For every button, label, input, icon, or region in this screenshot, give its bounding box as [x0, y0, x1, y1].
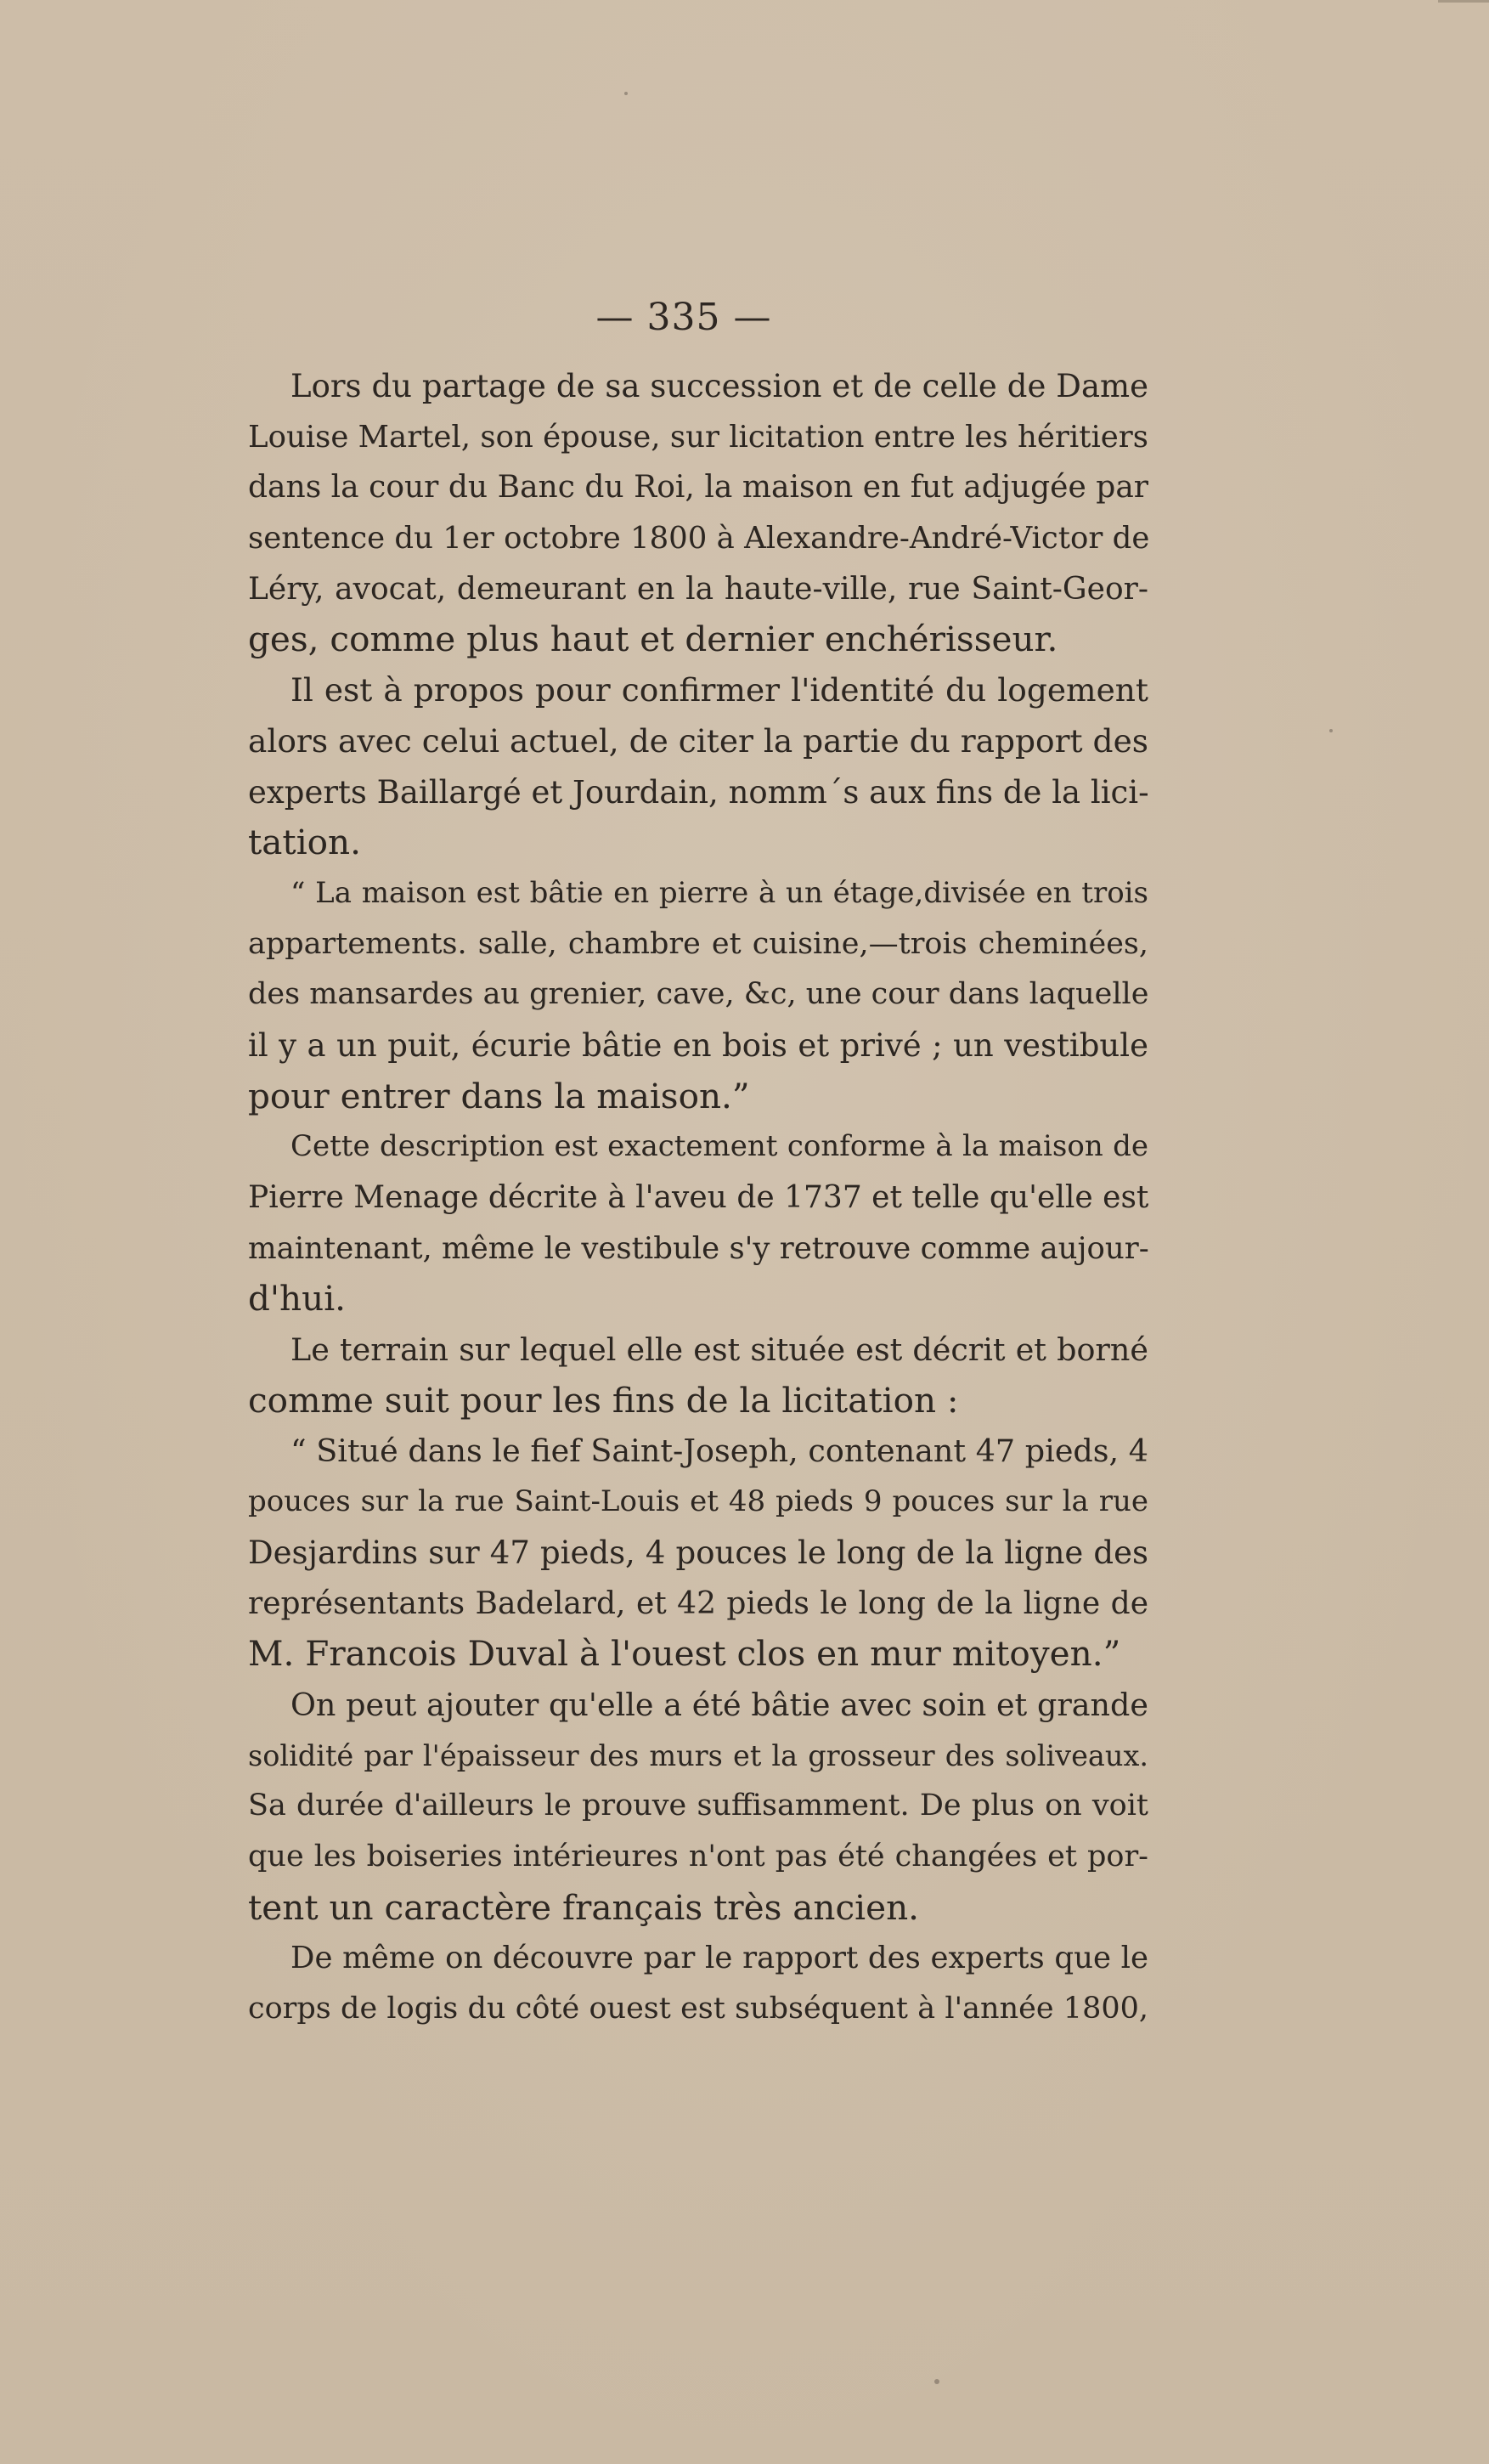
text-line: corps de logis du côté ouest est subséquent à l'année 1800, — [248, 1992, 1148, 2026]
text-line: il y a un puit, écurie bâtie en bois et privé ; un vestibule — [248, 1026, 1148, 1064]
text-line: Pierre Menage décrite à l'aveu de 1737 et telle qu'elle est — [248, 1180, 1149, 1215]
text-line: comme suit pour les fins de la licitation : — [248, 1379, 959, 1421]
text-line: alors avec celui actuel, de citer la partie du rapport des — [248, 721, 1148, 760]
text-line: “ Situé dans le fief Saint-Joseph, contenant 47 pieds, 4 — [290, 1433, 1148, 1470]
text-line: appartements. salle, chambre et cuisine,—trois cheminées, — [248, 926, 1148, 961]
text-line: Louise Martel, son épouse, sur licitation entre les héritiers — [248, 419, 1148, 455]
text-line: “ La maison est bâtie en pierre à un étage,divisée en trois — [290, 875, 1148, 910]
text-line: Desjardins sur 47 pieds, 4 pouces le long de la ligne des — [248, 1534, 1148, 1571]
text-line: tent un caractère français très ancien. — [248, 1886, 920, 1928]
text-line: que les boiseries intérieures n'ont pas été changées et por- — [248, 1839, 1148, 1873]
text-line: d'hui. — [248, 1278, 347, 1320]
text-line: experts Baillargé et Jourdain, nomm´s aux fins de la lici- — [248, 773, 1149, 811]
text-line: Sa durée d'ailleurs le prouve suffisamment. De plus on voit — [248, 1789, 1148, 1823]
text-line: des mansardes au grenier, cave, &c, une cour dans laquelle — [248, 977, 1149, 1012]
paper-speck — [934, 2379, 939, 2384]
text-line: Léry, avocat, demeurant en la haute-ville, rue Saint-Geor- — [248, 571, 1148, 607]
text-line: tation. — [248, 822, 361, 863]
text-line: Cette description est exactement conforme à la maison de — [290, 1129, 1148, 1164]
body-text — [248, 361, 1148, 2035]
text-line: pouces sur la rue Saint-Louis et 48 pieds 9 pouces sur la rue — [248, 1484, 1148, 1519]
text-line: Lors du partage de sa succession et de celle de Dame — [290, 368, 1148, 404]
text-line: dans la cour du Banc du Roi, la maison en fut adjugée par — [248, 470, 1148, 506]
paper-speck — [1329, 729, 1333, 732]
text-line: ges, comme plus haut et dernier enchérisseur. — [248, 619, 1058, 660]
page-edge-mark — [1438, 0, 1489, 3]
text-line: sentence du 1er octobre 1800 à Alexandre-André-Victor de — [248, 521, 1150, 557]
text-line: représentants Badelard, et 42 pieds le long de la ligne de — [248, 1585, 1148, 1621]
paper-speck — [624, 92, 628, 95]
text-line: M. Francois Duval à l'ouest clos en mur mitoyen.” — [248, 1633, 1121, 1675]
text-line: solidité par l'épaisseur des murs et la grosseur des soliveaux. — [248, 1738, 1148, 1772]
text-line: maintenant, même le vestibule s'y retrouve comme aujour- — [248, 1230, 1149, 1266]
text-line: On peut ajouter qu'elle a été bâtie avec soin et grande — [290, 1686, 1148, 1723]
text-line: De même on découvre par le rapport des experts que le — [290, 1941, 1148, 1976]
text-line: Le terrain sur lequel elle est située est décrit et borné — [290, 1331, 1148, 1369]
text-line: pour entrer dans la maison.” — [248, 1075, 750, 1116]
text-line: Il est à propos pour confirmer l'identité du logement — [290, 671, 1148, 709]
page-number: — 335 — — [595, 296, 772, 339]
